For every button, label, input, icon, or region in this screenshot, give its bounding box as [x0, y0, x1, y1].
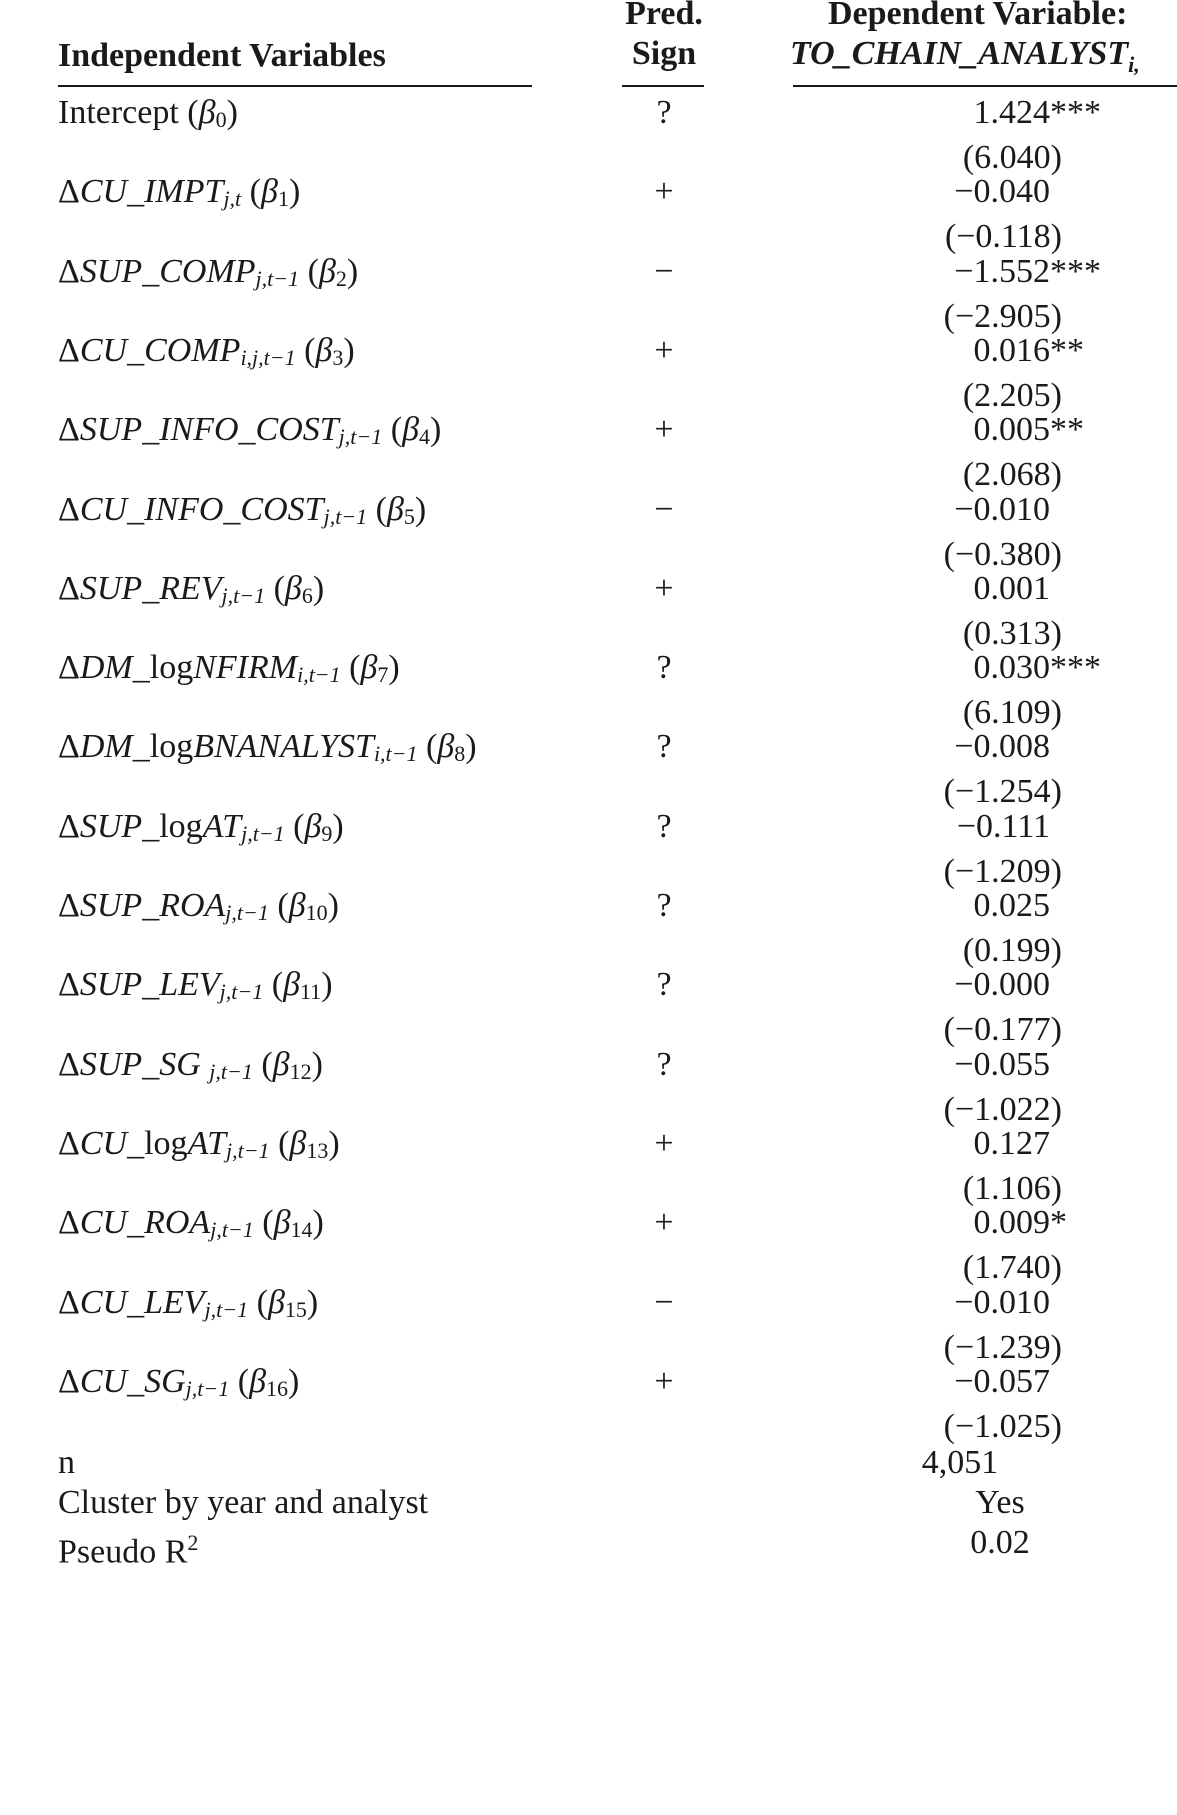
table-row — [0, 169, 1177, 260]
t-statistic-value: (0.199) — [962, 932, 1062, 969]
close-paren: ) — [343, 331, 355, 369]
delta-symbol: Δ — [58, 1124, 80, 1162]
t-statistic-value: (−0.177) — [943, 1011, 1062, 1049]
coefficient-value: 0.016 — [973, 331, 1050, 369]
beta-subscript: 0 — [215, 107, 227, 132]
footer-value: 0.02 — [970, 1524, 1030, 1561]
significance-stars: *** — [1050, 94, 1101, 131]
header-pred-line2: Sign — [631, 35, 697, 72]
coefficient — [900, 1200, 1067, 1246]
variable-subscript: j,t−1 — [204, 1296, 249, 1322]
predicted-sign: ? — [656, 807, 672, 845]
variable-label-italic: SUP_COMP — [79, 252, 256, 290]
variable-label-plain: log — [144, 1124, 188, 1162]
coefficient — [900, 804, 1050, 850]
predicted-sign: + — [654, 331, 674, 369]
variable-name: ΔDM_logBNANALYST$_{i,t-1}$ $(\beta_8)$ — [58, 728, 477, 767]
coefficient-value: 0.009 — [973, 1204, 1050, 1242]
variable-label-italic: SUP_INFO_COST — [79, 411, 339, 449]
predicted-sign: + — [654, 1204, 674, 1242]
variable-name: $\Delta SUP\_INFO\_COST_{j,t-1}$ $(\beta_4)$ — [58, 411, 442, 450]
beta-subscript: 7 — [377, 662, 389, 688]
dependent-variable-subscript: i, — [1128, 51, 1140, 77]
beta-symbol: β — [261, 173, 278, 211]
coefficient-value: −0.055 — [954, 1045, 1050, 1083]
significance-stars: *** — [1050, 649, 1101, 687]
t-statistic-value: (6.109) — [962, 694, 1062, 732]
variable-subscript: j,t — [223, 186, 242, 212]
beta-symbol: β — [284, 569, 302, 607]
t-statistic-value: (0.313) — [962, 614, 1062, 652]
predicted-sign: ? — [656, 1045, 672, 1083]
delta-symbol: Δ — [58, 173, 80, 211]
variable-label-plain: log — [149, 728, 194, 766]
close-paren: ) — [311, 1045, 323, 1083]
significance-stars: *** — [1050, 252, 1101, 290]
variable-label-italic: CU_COMP — [79, 331, 241, 369]
coefficient — [900, 1042, 1050, 1088]
coefficient-value: −0.000 — [954, 966, 1050, 1004]
variable-name: ΔSUP_SG $_{j,t-1}$ $(\beta_{12})$ — [58, 1045, 323, 1084]
variable-label-italic: SUP_REV — [79, 569, 222, 607]
delta-symbol: Δ — [58, 331, 80, 369]
variable-subscript: j,t−1 — [225, 1137, 270, 1163]
coefficient-value: 1.424 — [973, 94, 1050, 131]
close-paren: ) — [312, 569, 325, 607]
coefficient — [900, 566, 1050, 612]
coefficient — [900, 328, 1084, 374]
variable-name: ΔCU_logAT$_{j,t-1}$ $(\beta_{13})$ — [58, 1124, 340, 1163]
variable-label-italic: CU_SG — [79, 1362, 186, 1400]
coefficient-value: −0.111 — [956, 807, 1050, 845]
delta-symbol: Δ — [58, 1283, 80, 1321]
variable-label-italic: DM_ — [79, 728, 150, 766]
delta-symbol: Δ — [58, 1045, 80, 1083]
variable-name — [58, 90, 238, 139]
variable-subscript: j,t−1 — [255, 265, 300, 291]
close-paren: ) — [306, 1283, 319, 1321]
table-row — [0, 724, 1177, 815]
variable-subscript: i,t−1 — [373, 741, 418, 767]
t-statistic-value: (−1.025) — [943, 1407, 1062, 1445]
variable-label-italic: DM_ — [79, 649, 150, 687]
significance-stars: ** — [1050, 411, 1084, 449]
t-statistic-value: (6.040) — [962, 139, 1062, 176]
table-row — [0, 1280, 1177, 1371]
variable-label-italic: SUP_SG — [79, 1045, 210, 1083]
coefficient — [900, 962, 1050, 1008]
coefficient — [900, 1280, 1050, 1326]
beta-symbol: β — [198, 94, 216, 131]
footer-row — [0, 1520, 1177, 1571]
variable-label-italic-2: NFIRM — [193, 649, 298, 687]
t-statistic-value: (−0.380) — [943, 535, 1062, 573]
coefficient — [900, 724, 1050, 770]
beta-symbol: β — [273, 1204, 291, 1242]
beta-subscript: 16 — [266, 1375, 289, 1401]
beta-subscript: 6 — [301, 582, 313, 608]
variable-label-italic-2: AT — [187, 1124, 226, 1162]
variable-name: $\Delta SUP\_ROA_{j,t-1}$ $(\beta_{10})$ — [58, 887, 339, 925]
variable-label-plain: log — [149, 649, 194, 687]
delta-symbol: Δ — [58, 887, 80, 924]
variable-subscript: j,t−1 — [221, 582, 266, 608]
variable-subscript: i,t−1 — [297, 662, 341, 688]
coefficient-value: −0.040 — [954, 173, 1050, 211]
close-paren: ) — [288, 1362, 300, 1400]
beta-symbol: β — [360, 649, 378, 687]
delta-symbol: Δ — [58, 411, 80, 449]
variable-name: $\Delta CU\_LEV_{j,t-1}$ $(\beta_{15})$ — [58, 1283, 319, 1322]
header-dependent-variable — [790, 0, 1177, 85]
variable-label-italic: SUP_ — [79, 807, 160, 845]
coefficient — [900, 1359, 1050, 1405]
table-row — [0, 962, 1177, 1053]
t-statistic-value: (−1.239) — [943, 1328, 1062, 1366]
table-row — [0, 328, 1177, 419]
header-independent-variables: Independent Variables — [58, 37, 386, 74]
variable-name: $\Delta CU\_ROA_{j,t-1}$ $(\beta_{14})$ — [58, 1204, 324, 1243]
footer-value: 4,051 — [921, 1444, 999, 1481]
coefficient — [900, 487, 1050, 533]
beta-symbol: β — [315, 331, 333, 369]
beta-symbol: β — [283, 966, 300, 1004]
coefficient — [900, 249, 1101, 295]
beta-symbol: β — [267, 1283, 285, 1321]
beta-symbol: β — [437, 728, 455, 766]
significance-stars: ** — [1050, 331, 1084, 369]
beta-symbol: β — [304, 807, 322, 845]
close-paren: ) — [312, 1204, 324, 1242]
footer-label — [58, 1520, 198, 1575]
beta-subscript: 4 — [419, 424, 431, 450]
footer-label-superscript: 2 — [187, 1530, 199, 1555]
beta-symbol: β — [272, 1045, 290, 1083]
variable-label-plain: log — [159, 807, 203, 845]
coefficient-value: −0.008 — [954, 728, 1050, 766]
variable-subscript: i,j,t−1 — [240, 344, 296, 370]
t-statistic-value: (1.106) — [962, 1169, 1062, 1207]
coefficient — [900, 90, 1101, 136]
beta-symbol: β — [318, 252, 336, 290]
beta-subscript: 5 — [403, 503, 415, 529]
variable-name: $\Delta SUP\_REV_{j,t-1}$ $(\beta_6)$ — [58, 569, 325, 608]
variable-name: $\Delta SUP\_COMP_{j,t-1}$ $(\beta_2)$ — [58, 252, 359, 291]
beta-subscript: 1 — [277, 186, 289, 212]
table-row — [0, 1042, 1177, 1133]
header-dep-line1: Dependent Variable: — [828, 0, 1128, 32]
coefficient-value: −0.057 — [954, 1362, 1050, 1400]
predicted-sign: ? — [656, 94, 672, 131]
table-row — [0, 487, 1177, 578]
variable-label-italic: CU_IMPT — [79, 173, 224, 211]
beta-subscript: 15 — [284, 1296, 307, 1322]
predicted-sign: ? — [656, 887, 672, 924]
t-statistic-value: (2.068) — [962, 456, 1062, 494]
variable-name: $\Delta CU\_COMP_{i,j,t-1}$ $(\beta_3)$ — [58, 331, 355, 370]
coefficient — [900, 645, 1101, 691]
predicted-sign: ? — [656, 966, 672, 1004]
close-paren: ) — [346, 252, 359, 290]
t-statistic-value: (−1.254) — [943, 773, 1062, 811]
close-paren: ) — [328, 1124, 340, 1162]
beta-subscript: 8 — [454, 741, 466, 767]
coefficient-value: 0.025 — [973, 887, 1050, 924]
variable-label-italic: SUP_ROA — [79, 887, 226, 924]
table-row — [0, 566, 1177, 657]
delta-symbol: Δ — [58, 807, 80, 845]
table-row — [0, 804, 1177, 895]
variable-subscript: j,t−1 — [185, 1375, 230, 1401]
beta-symbol: β — [402, 411, 420, 449]
t-statistic-value: (−1.209) — [943, 852, 1062, 890]
close-paren: ) — [288, 173, 301, 211]
delta-symbol: Δ — [58, 966, 80, 1004]
table-row — [0, 645, 1177, 736]
beta-subscript: 10 — [305, 900, 328, 925]
delta-symbol: Δ — [58, 1362, 80, 1400]
variable-label-italic: CU_LEV — [79, 1283, 205, 1321]
predicted-sign: ? — [656, 728, 672, 766]
table-row — [0, 883, 1177, 974]
predicted-sign: ? — [656, 649, 672, 687]
header-pred-line1: Pred. — [625, 0, 703, 32]
beta-symbol: β — [288, 887, 306, 924]
variable-label-italic: CU_ — [79, 1124, 145, 1162]
coefficient — [900, 883, 1050, 929]
variable-subscript: j,t−1 — [323, 503, 368, 529]
close-paren: ) — [465, 728, 477, 766]
header-rule-dependent — [793, 85, 1177, 87]
predicted-sign: − — [654, 252, 674, 290]
beta-subscript: 9 — [321, 820, 333, 846]
beta-subscript: 13 — [306, 1137, 329, 1163]
variable-label-italic-2: BNANALYST — [193, 728, 374, 766]
table-row — [0, 407, 1177, 498]
coefficient-value: 0.005 — [973, 411, 1050, 449]
t-statistic-value: (2.205) — [962, 376, 1062, 414]
coefficient — [900, 1121, 1050, 1167]
coefficient-value: −0.010 — [954, 490, 1050, 528]
delta-symbol: Δ — [58, 1204, 80, 1242]
t-statistic-value: (1.740) — [962, 1249, 1062, 1287]
close-paren: ) — [321, 966, 333, 1004]
table-row — [0, 249, 1177, 340]
close-paren: ) — [327, 887, 339, 924]
beta-subscript: 12 — [289, 1058, 312, 1084]
table-row — [0, 1200, 1177, 1291]
variable-name: ΔDM_logNFIRM$_{i,t-1}$ $(\beta_7)$ — [58, 649, 400, 688]
delta-symbol: Δ — [58, 490, 80, 528]
header-rule-sign — [622, 85, 704, 87]
predicted-sign: − — [654, 1283, 674, 1321]
delta-symbol: Δ — [58, 569, 80, 607]
close-paren: ) — [430, 411, 442, 449]
predicted-sign: + — [654, 411, 674, 449]
close-paren: ) — [414, 490, 427, 528]
coefficient — [900, 169, 1050, 215]
delta-symbol: Δ — [58, 728, 80, 766]
variable-name: $\Delta CU\_SG_{j,t-1}$ $(\beta_{16})$ — [58, 1362, 300, 1401]
coefficient-value: 0.030 — [973, 649, 1050, 687]
beta-subscript: 2 — [335, 265, 347, 291]
predicted-sign: + — [654, 1362, 674, 1400]
coefficient-value: 0.001 — [973, 569, 1050, 607]
delta-symbol: Δ — [58, 649, 80, 687]
variable-subscript: j,t−1 — [225, 900, 269, 925]
header-pred-sign — [618, 0, 710, 74]
t-statistic-value: (−2.905) — [943, 297, 1062, 335]
beta-subscript: 3 — [332, 344, 344, 370]
variable-label-italic-2: AT — [202, 807, 242, 845]
predicted-sign: + — [654, 569, 674, 607]
variable-label: Intercept ( — [58, 94, 199, 131]
delta-symbol: Δ — [58, 252, 80, 290]
predicted-sign: + — [654, 1124, 674, 1162]
table-row — [0, 1359, 1177, 1450]
variable-name: $\Delta CU\_IMPT_{j,t}$ $(\beta_1)$ — [58, 173, 301, 212]
variable-subscript: j,t−1 — [338, 424, 383, 450]
coefficient — [900, 407, 1084, 453]
close-paren: ) — [388, 649, 400, 687]
variable-subscript: j,t−1 — [219, 979, 264, 1005]
significance-stars: * — [1050, 1204, 1067, 1242]
close-paren: ) — [226, 94, 238, 131]
beta-symbol: β — [386, 490, 404, 528]
variable-label-italic: SUP_LEV — [79, 966, 220, 1004]
coefficient-value: −1.552 — [954, 252, 1050, 290]
variable-label-italic: CU_INFO_COST — [79, 490, 324, 528]
footer-value: Yes — [975, 1484, 1025, 1521]
dependent-variable-name: TO_CHAIN_ANALYST — [790, 35, 1129, 72]
t-statistic-value: (−1.022) — [943, 1090, 1062, 1128]
variable-label-italic: CU_ROA — [79, 1204, 211, 1242]
footer-label-text: n — [58, 1444, 75, 1481]
footer-label-text: Cluster by year and analyst — [58, 1484, 429, 1521]
table-row — [0, 1121, 1177, 1212]
beta-symbol: β — [249, 1362, 267, 1400]
variable-subscript: j,t−1 — [209, 1058, 253, 1084]
header-dep-var — [790, 34, 1177, 85]
close-paren: ) — [332, 807, 344, 845]
variable-subscript: j,t−1 — [210, 1217, 254, 1243]
beta-subscript: 11 — [300, 979, 322, 1005]
footer-label-text: Pseudo R — [58, 1533, 188, 1571]
variable-subscript: j,t−1 — [241, 820, 285, 846]
coefficient-value: −0.010 — [954, 1283, 1050, 1321]
predicted-sign: + — [654, 173, 674, 211]
variable-name: $\Delta CU\_INFO\_COST_{j,t-1}$ $(\beta_5)$ — [58, 490, 427, 529]
predicted-sign: − — [654, 490, 674, 528]
variable-name: $\Delta SUP\_LEV_{j,t-1}$ $(\beta_{11})$ — [58, 966, 333, 1005]
beta-subscript: 14 — [290, 1217, 313, 1243]
t-statistic-value: (−0.118) — [944, 218, 1062, 256]
beta-symbol: β — [289, 1124, 307, 1162]
coefficient-value: 0.127 — [973, 1124, 1050, 1162]
table-row — [0, 90, 1177, 181]
variable-name: ΔSUP_logAT$_{j,t-1}$ $(\beta_9)$ — [58, 807, 344, 846]
header-rule-independent — [58, 85, 532, 87]
